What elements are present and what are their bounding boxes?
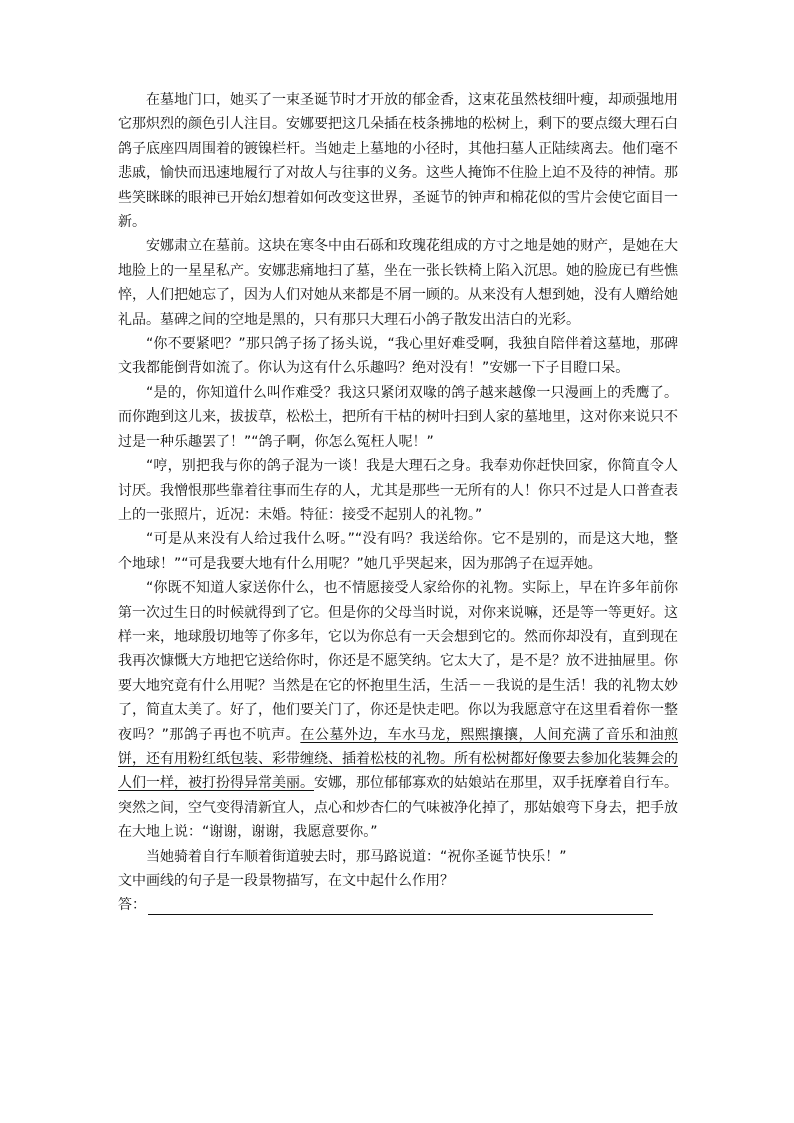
paragraph-7-text-after: 安娜，那位郁郁寡欢的姑娘站在那里，双手抚摩着自行车。突然之间，空气变得清新宜人，点心和炒杏仁的气味被净化掉了，那姑娘弯下身去，把手放在大地上说：“谢谢，谢谢，我愿意要你。” [118, 775, 678, 841]
paragraph-6: “可是从来没有人给过我什么呀。”“没有吗？我送给你。它不是别的，而是这大地，整个地球！”“可是我要大地有什么用呢？”她几乎哭起来，因为那鸽子在逗弄她。 [118, 531, 678, 572]
answer-label: 答： [118, 897, 146, 914]
paragraph-7 [118, 576, 678, 844]
closing-paragraph: 当她骑着自行车顺着街道驶去时，那马路说道：“祝你圣诞节快乐！” [146, 848, 567, 865]
paragraph-5: “哼，别把我与你的鸽子混为一谈！我是大理石之身。我奉劝你赶快回家，你简直令人讨厌。我憎恨那些靠着往事而生存的人，尤其是那些一无所有的人！你只不过是人口普查表上的一张照片，近况：未婚。特征：接受不起别人的礼物。” [118, 458, 678, 523]
paragraph-4: “是的，你知道什么叫作难受？我这只紧闭双喙的鸽子越来越像一只漫画上的秃鹰了。而你跑到这儿来，拔拔草，松松土，把所有干枯的树叶扫到人家的墓地里，这对你来说只不过是一种乐趣罢了！”“鸽子啊，你怎么冤枉人呢！” [118, 384, 678, 450]
paragraph-2: 安娜肃立在墓前。这块在寒冬中由石砾和玫瑰花组成的方寸之地是她的财产，是她在大地脸上的一星星私产。安娜悲痛地扫了墓，坐在一张长铁椅上陷入沉思。她的脸庞已有些憔悴，人们把她忘了，因为人们对她从来都是不屑一顾的。从来没有人想到她，没有人赠给她礼品。墓碑之间的空地是黑的，只有那只大理石小鸽子散发出洁白的光彩。 [118, 238, 678, 328]
paragraph-7-text-before: “你既不知道人家送你什么，也不情愿接受人家给你的礼物。实际上，早在许多年前你第一次过生日的时候就得到了它。但是你的父母当时说，对你来说嘛，还是等一等更好。这样一来，地球殷切地等了你多年，它以为你总有一天会想到它的。然而你却没有，直到现在我再次慷慨大方地把它送给你时，你还是不愿笑纳。它太大了，是不是？放不进抽屉里。你要大地究竟有什么用呢？当然是在它的怀抱里生活，生活－－我说的是生活！我的礼物太妙了，简直太美了。好了，他们要关门了，你还是快走吧。你以为我愿意守在这里看着你一整夜吗？”那鸽子再也不吭声。 [118, 580, 678, 743]
question-text: 文中画线的句子是一段景物描写，在文中起什么作用？ [118, 873, 454, 889]
paragraph-1: 在墓地门口，她买了一束圣诞节时才开放的郁金香，这束花虽然枝细叶瘦，却顽强地用它那炽烈的颜色引人注目。安娜要把这几朵插在枝条拂地的松树上，剩下的要点缀大理石白鸽子底座四周围着的镀镍栏杆。当她走上墓地的小径时，其他扫墓人正陆续离去。他们毫不悲戚，愉快而迅速地履行了对故人与往事的义务。这些人掩饰不住脸上迫不及待的神情。那些笑眯眯的眼神已开始幻想着如何改变这世界，圣诞节的钟声和棉花似的雪片会使它面目一新。 [118, 92, 678, 231]
paragraph-3: “你不要紧吧？”那只鸽子扬了扬头说，“我心里好难受啊，我独自陪伴着这墓地，那碑文我都能倒背如流了。你认为这有什么乐趣吗？绝对没有！”安娜一下子目瞪口呆。 [118, 336, 678, 377]
underlined-scenery-sentence: 在公墓外边，车水马龙，熙熙攘攘，人间充满了音乐和油煎饼，还有用粉红纸包装、彩带缠绕、插着松枝的礼物。所有松树都好像要去参加化装舞会的人们一样，被打扮得异常美丽。 [118, 726, 678, 792]
answer-row [118, 893, 678, 917]
document-page [118, 88, 678, 918]
answer-line[interactable] [148, 898, 653, 915]
